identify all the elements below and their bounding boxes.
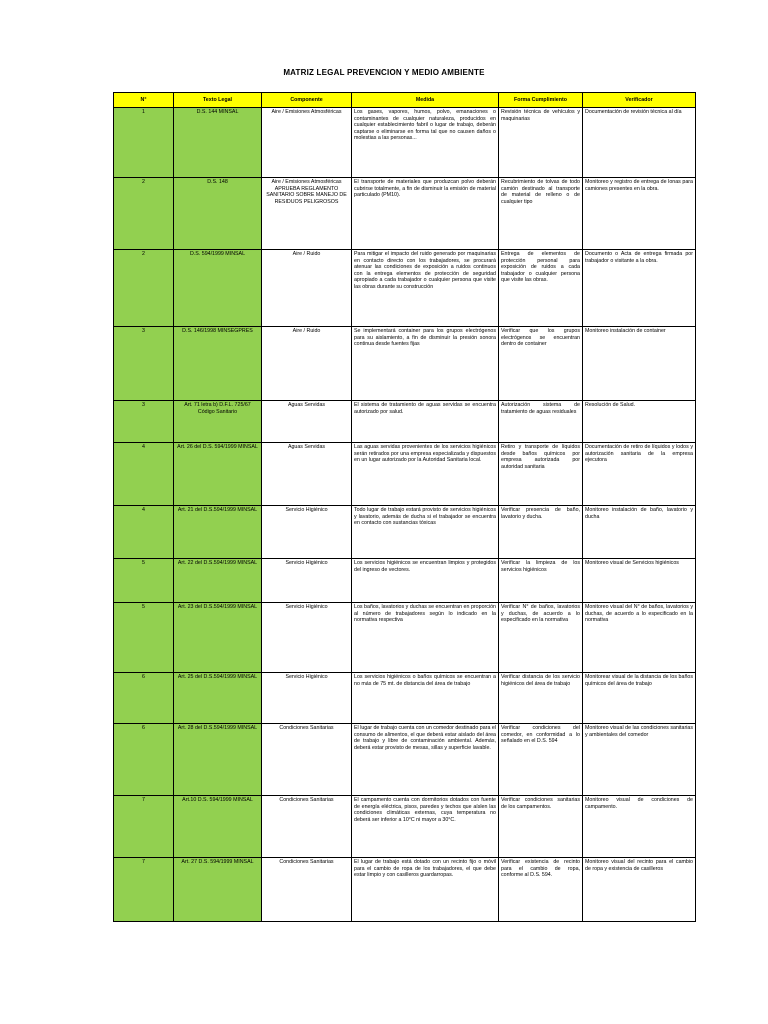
row-verificador: Monitoreo instalación de container — [583, 327, 696, 401]
row-componente: Servicio Higiénico — [262, 506, 352, 559]
header-medida: Medida — [352, 93, 499, 108]
row-forma-cumplimiento: Verificar existencia de recinto para el cambio de ropa, conforme al D.S. 594. — [499, 858, 583, 922]
row-verificador: Monitoreo visual del recinto para el cambio de ropa y existencia de casilleros — [583, 858, 696, 922]
table-row — [114, 858, 696, 922]
row-texto-legal: Art. 71 letra b) D.F.L. 725/67 Código Sanitario — [174, 401, 262, 443]
row-number: 6 — [114, 724, 174, 796]
table-row — [114, 250, 696, 327]
row-number: 1 — [114, 108, 174, 178]
legal-matrix-table — [113, 92, 696, 922]
row-componente: Aire / Ruido — [262, 250, 352, 327]
row-componente: Condiciones Sanitarias — [262, 796, 352, 858]
table-row — [114, 443, 696, 506]
row-componente: Aire / Emisiones Atmosféricas — [262, 108, 352, 178]
table-row — [114, 108, 696, 178]
row-medida: Los gases, vapores, humos, polvo, emanaciones o contaminantes de cualquier naturaleza, producidos en cualquier establecimiento fabril o lugar de trabajo, deberán captarse o eliminarse en forma tal que no causen daños o molestias a las personas... — [352, 108, 499, 178]
table-row — [114, 506, 696, 559]
row-number: 4 — [114, 506, 174, 559]
row-componente: Condiciones Sanitarias — [262, 724, 352, 796]
row-texto-legal: Art. 28 del D.S.594/1999 MINSAL — [174, 724, 262, 796]
row-medida: Todo lugar de trabajo estará provisto de servicios higiénicos y lavatorio, además de ducha si el trabajador se encuentra en contacto con sustancias tóxicas — [352, 506, 499, 559]
row-number: 3 — [114, 401, 174, 443]
row-medida: Los servicios higiénicos se encuentran limpios y protegidos del ingreso de vectores. — [352, 559, 499, 603]
row-componente: Servicio Higiénico — [262, 559, 352, 603]
row-medida: El campamento cuenta con dormitorios dotados con fuente de energía eléctrica, pisos, paredes y techos que aíslen las condiciones climáticas externas, cuya temperatura no deberá ser inferior a 10°C ni mayor a 30°C. — [352, 796, 499, 858]
row-componente: Servicio Higiénico — [262, 673, 352, 724]
row-medida: El lugar de trabajo cuenta con un comedor destinado para el consumo de alimentos, el que deberá estar aislado del área de trabajo y libre de contaminación ambiental. Además, deberá estar provisto de mesas, sillas y superficie lavable. — [352, 724, 499, 796]
row-medida: El sistema de tratamiento de aguas servidas se encuentra autorizado por salud. — [352, 401, 499, 443]
row-texto-legal: D.S. 594/1999 MINSAL — [174, 250, 262, 327]
row-forma-cumplimiento: Verificar condiciones del comedor, en conformidad a lo señalado en el D.S. 594 — [499, 724, 583, 796]
row-forma-cumplimiento: Verificar condiciones sanitarias de los campamentos. — [499, 796, 583, 858]
row-verificador: Monitoreo visual de Servicios higiénicos — [583, 559, 696, 603]
row-texto-legal: D.S. 146/1998 MINSEGPRES — [174, 327, 262, 401]
table-row — [114, 724, 696, 796]
row-number: 7 — [114, 858, 174, 922]
header-componente: Componente — [262, 93, 352, 108]
row-verificador: Monitoreo visual del N° de baños, lavatorios y duchas, de acuerdo a lo especificado en la normativa — [583, 603, 696, 673]
table-row — [114, 603, 696, 673]
table-row — [114, 178, 696, 250]
row-verificador: Documento o Acta de entrega firmada por trabajador o visitante a la obra. — [583, 250, 696, 327]
row-forma-cumplimiento: Autorización sistema de tratamiento de aguas residuales — [499, 401, 583, 443]
page-title: MATRIZ LEGAL PREVENCION Y MEDIO AMBIENTE — [283, 68, 485, 77]
row-medida: Los baños, lavatorios y duchas se encuentran en proporción al número de trabajadores según lo indicado en la normativa respectiva — [352, 603, 499, 673]
row-number: 5 — [114, 603, 174, 673]
header-forma-cumplimiento: Forma Cumplimiento — [499, 93, 583, 108]
row-componente: Aire / Emisiones Atmosféricas APRUEBA REGLAMENTO SANITARIO SOBRE MANEJO DE RESIDUOS PELIGROSOS — [262, 178, 352, 250]
header-verificador: Verificador — [583, 93, 696, 108]
row-forma-cumplimiento: Retiro y transporte de líquidos desde baños químicos por empresa autorizada por autoridad sanitaria — [499, 443, 583, 506]
row-verificador: Monitoreo instalación de baño, lavatorio y ducha — [583, 506, 696, 559]
row-number: 3 — [114, 327, 174, 401]
row-componente: Aguas Servidas — [262, 401, 352, 443]
row-medida: Para mitigar el impacto del ruido generado por maquinarias en contacto directo con los trabajadores, se procurará atenuar las condiciones de exposición a ruidos continuos con la entrega elementos de protección de seguridad apropiado a cada trabajador o cualquier persona que visite las obras durante su construcción — [352, 250, 499, 327]
row-verificador: Monitoreo visual de condiciones de campamento. — [583, 796, 696, 858]
row-verificador: Documentación de revisión técnica al día — [583, 108, 696, 178]
row-texto-legal: Art. 27 D.S. 594/1999 MINSAL — [174, 858, 262, 922]
header-texto-legal: Texto Legal — [174, 93, 262, 108]
row-number: 4 — [114, 443, 174, 506]
table-row — [114, 796, 696, 858]
row-medida: Se implementará container para los grupos electrógenos para su aislamiento, a fin de disminuir la presión sonora continua desde fuentes fijas — [352, 327, 499, 401]
row-number: 7 — [114, 796, 174, 858]
row-medida: El transporte de materiales que produzcan polvo deberán cubrirse totalmente, a fin de disminuir la emisión de material particulado (PM10). — [352, 178, 499, 250]
row-componente: Servicio Higiénico — [262, 603, 352, 673]
row-texto-legal: Art.10 D.S. 594/1999 MINSAL — [174, 796, 262, 858]
row-verificador: Monitoreo visual de las condiciones sanitarias y ambientales del comedor — [583, 724, 696, 796]
row-texto-legal: D.S. 148 — [174, 178, 262, 250]
row-verificador: Monitorear visual de la distancia de los baños químicos del área de trabajo — [583, 673, 696, 724]
table-row — [114, 559, 696, 603]
row-forma-cumplimiento: Recubrimiento de tolvas de todo camión destinado al transporte de material de relleno o de cualquier tipo — [499, 178, 583, 250]
row-texto-legal: D.S. 144 MINSAL — [174, 108, 262, 178]
row-forma-cumplimiento: Verificar presencia de baño, lavatorio y ducha. — [499, 506, 583, 559]
row-forma-cumplimiento: Verificar N° de baños, lavatorios y duchas, de acuerdo a lo especificado en la normativa — [499, 603, 583, 673]
row-texto-legal: Art. 22 del D.S.594/1999 MINSAL — [174, 559, 262, 603]
row-componente: Aguas Servidas — [262, 443, 352, 506]
row-number: 6 — [114, 673, 174, 724]
row-forma-cumplimiento: Verificar la limpieza de los servicios higiénicos — [499, 559, 583, 603]
row-medida: El lugar de trabajo está dotado con un recinto fijo o móvil para el cambio de ropa de los trabajadores, el que debe estar limpio y con casilleros guardarropas. — [352, 858, 499, 922]
row-texto-legal: Art. 26 del D.S. 594/1999 MINSAL — [174, 443, 262, 506]
row-medida: Las aguas servidas provenientes de los servicios higiénicos serán retirados por una empresa especializada y dispuestos en un lugar autorizado por la Autoridad Sanitaria local. — [352, 443, 499, 506]
table-row — [114, 401, 696, 443]
table-row — [114, 673, 696, 724]
row-number: 2 — [114, 250, 174, 327]
row-forma-cumplimiento: Revisión técnica de vehículos y maquinarias — [499, 108, 583, 178]
row-verificador: Resolución de Salud. — [583, 401, 696, 443]
row-medida: Los servicios higiénicos o baños químicos se encuentran a no más de 75 mt. de distancia del área de trabajo — [352, 673, 499, 724]
header-row — [114, 93, 696, 108]
row-verificador: Documentación de retiro de líquidos y lodos y autorización sanitaria de la empresa ejecutora — [583, 443, 696, 506]
row-verificador: Monitoreo y registro de entrega de lonas para camiones presentes en la obra. — [583, 178, 696, 250]
row-number: 5 — [114, 559, 174, 603]
row-number: 2 — [114, 178, 174, 250]
row-componente: Aire / Ruido — [262, 327, 352, 401]
table-row — [114, 327, 696, 401]
row-texto-legal: Art. 25 del D.S.594/1999 MINSAL — [174, 673, 262, 724]
row-forma-cumplimiento: Verificar distancia de los servicio higiénicos del área de trabajo — [499, 673, 583, 724]
row-forma-cumplimiento: Verificar que los grupos electrógenos se encuentran dentro de container — [499, 327, 583, 401]
header-num: N° — [114, 93, 174, 108]
row-texto-legal: Art. 21 del D.S.594/1999 MINSAL — [174, 506, 262, 559]
row-forma-cumplimiento: Entrega de elementos de protección personal para exposición de ruidos a cada trabajador o cualquier persona que visite las obras. — [499, 250, 583, 327]
row-componente: Condiciones Sanitarias — [262, 858, 352, 922]
row-texto-legal: Art. 23 del D.S.594/1999 MINSAL — [174, 603, 262, 673]
